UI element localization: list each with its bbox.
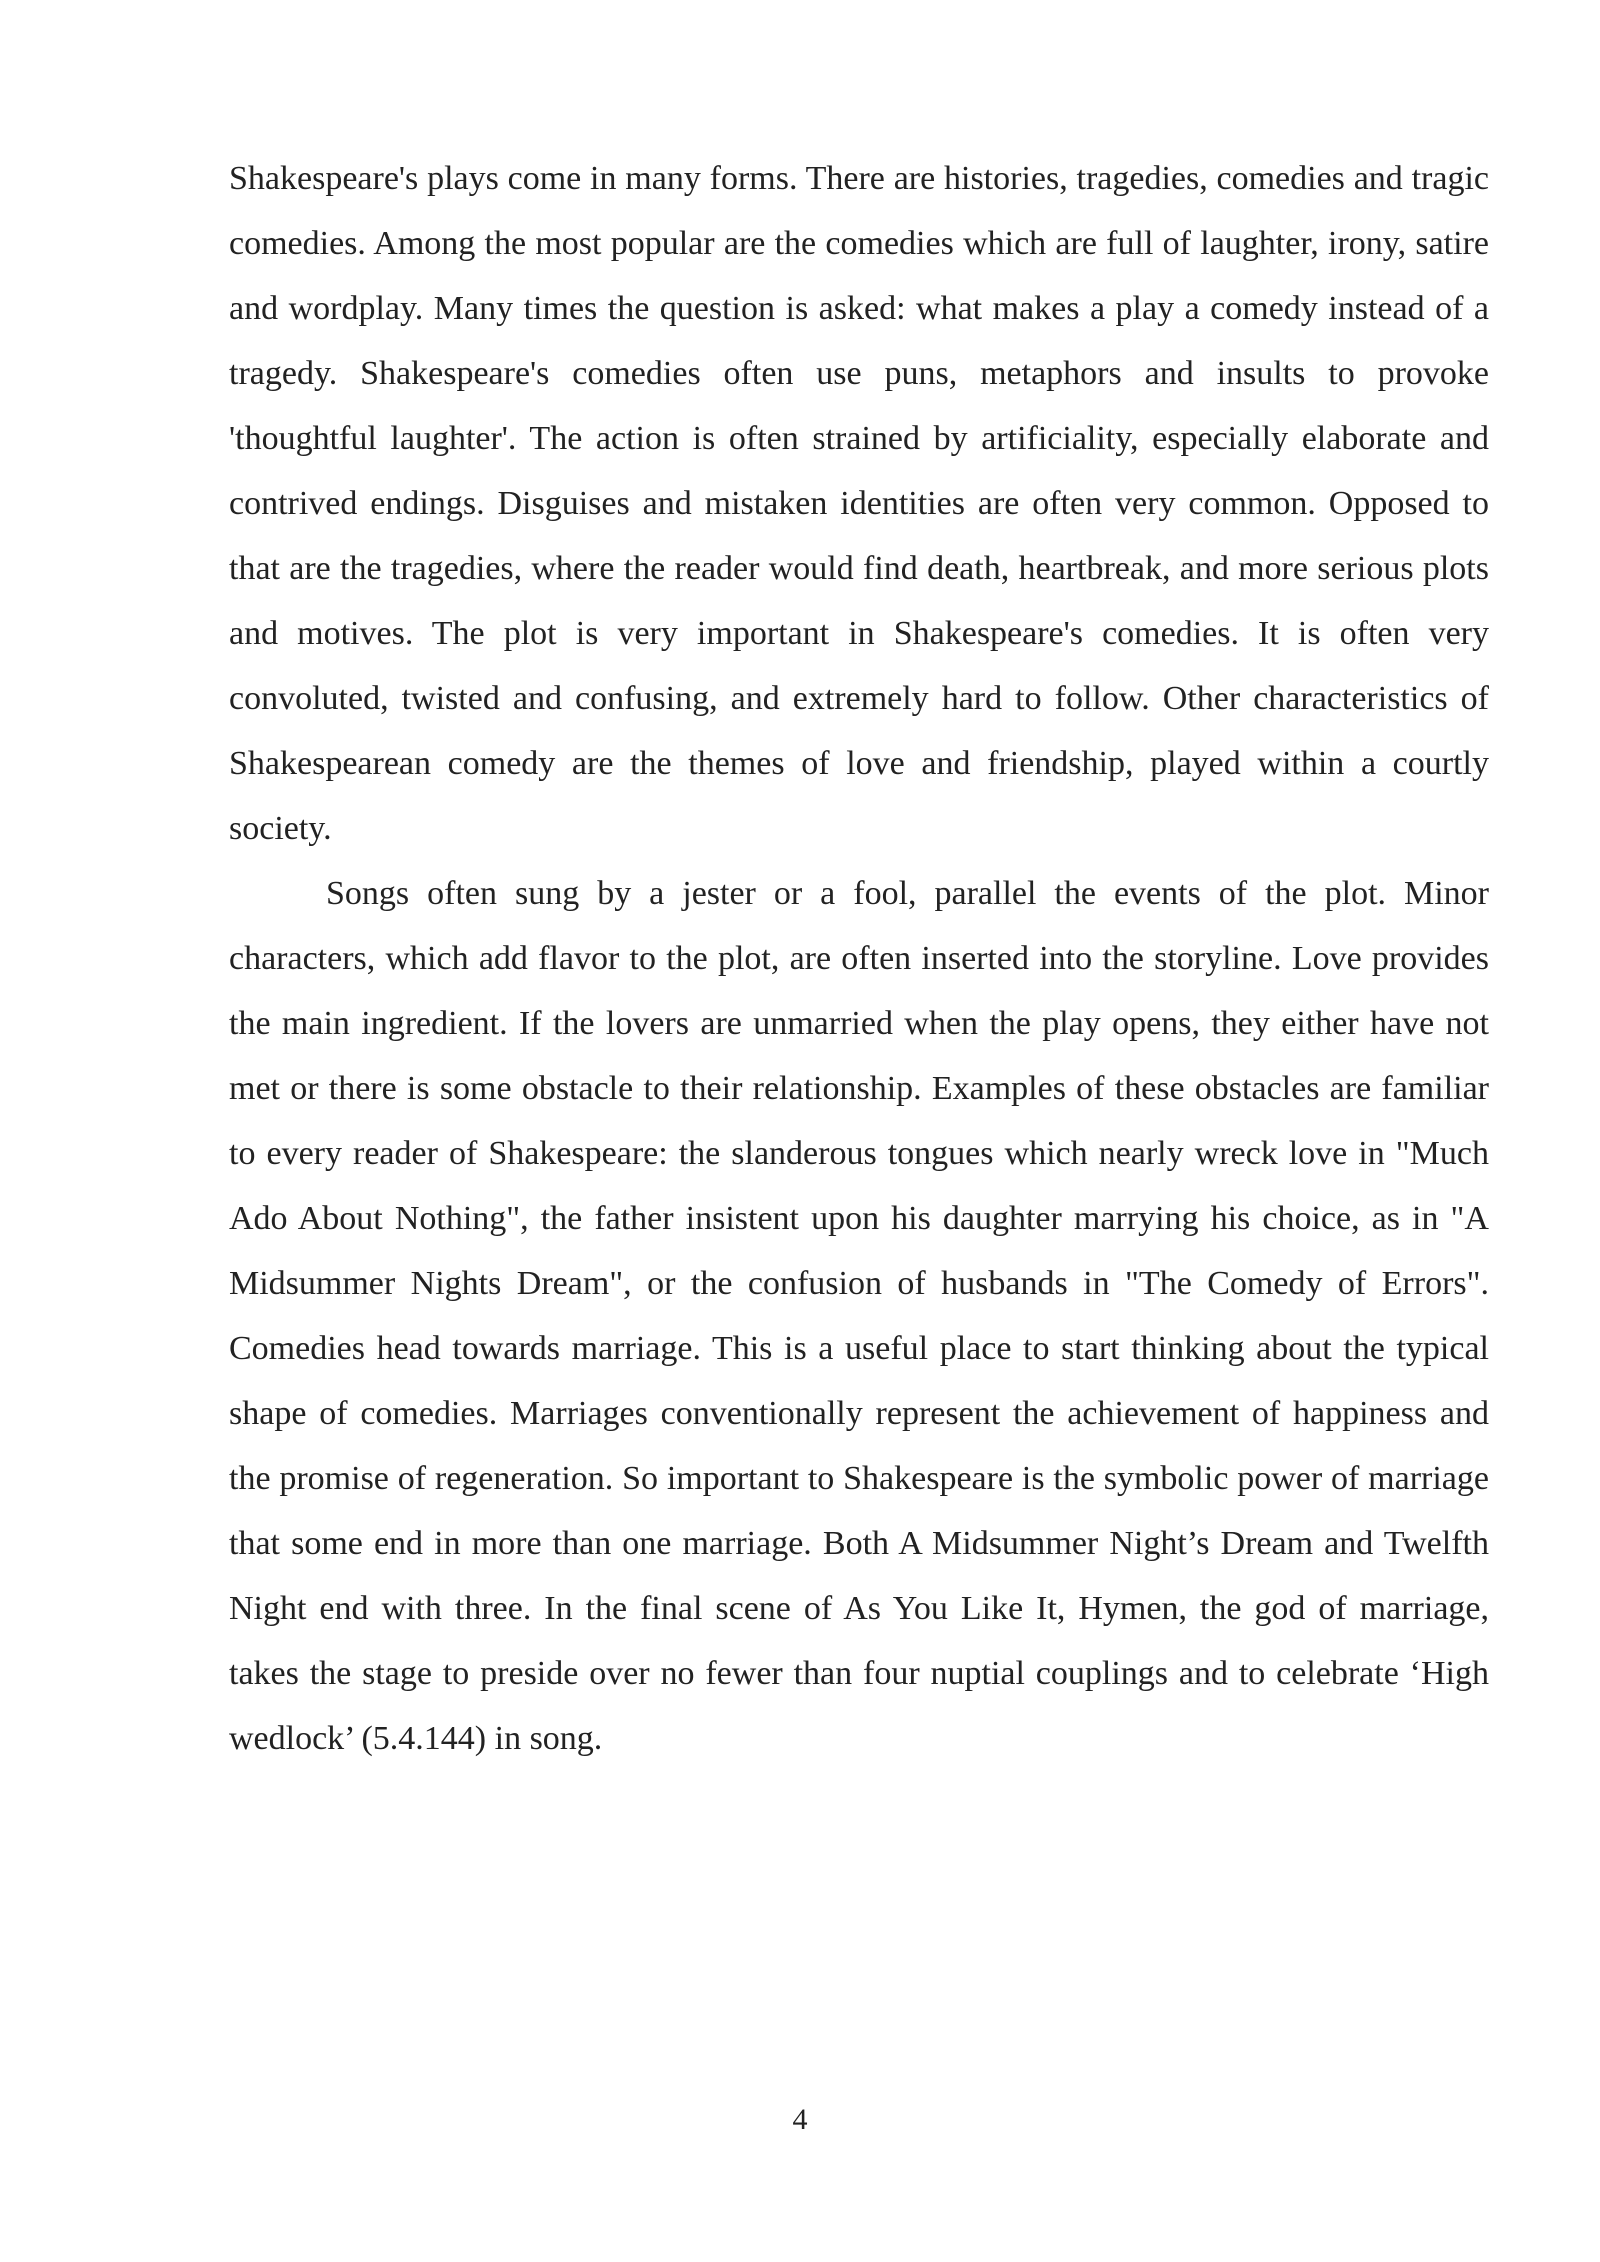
paragraph-2: Songs often sung by a jester or a fool, parallel the events of the plot. Minor characters, which add flavor to the plot, are often inserted into the storyline. Love provides the main ingredient. If the lovers are unmarried when the play opens, they either have not met or there is some obstacle to their relationship. Examples of these obstacles are familiar to every reader of Shakespeare: the slanderous tongues which nearly wreck love in "Much Ado About Nothing", the father insistent upon his daughter marrying his choice, as in "A Midsummer Nights Dream", or the confusion of husbands in "The Comedy of Errors". Comedies head towards marriage. This is a useful place to start thinking about the typical shape of comedies. Marriages conventionally represent the achievement of happiness and the promise of regeneration. So important to Shakespeare is the symbolic power of marriage that some end in more than one marriage. Both A Midsummer Night’s Dream and Twelfth Night end with three. In the final scene of As You Like It, Hymen, the god of marriage, takes the stage to preside over no fewer than four nuptial couplings and to celebrate ‘High wedlock’ (5.4.144) in song.: [229, 875, 1489, 1757]
body-text: [229, 146, 1489, 1771]
paragraph-1: Shakespeare's plays come in many forms. There are histories, tragedies, comedies and tragic comedies. Among the most popular are the comedies which are full of laughter, irony, satire and wordplay. Many times the question is asked: what makes a play a comedy instead of a tragedy. Shakespeare's comedies often use puns, metaphors and insults to provoke 'thoughtful laughter'. The action is often strained by artificiality, especially elaborate and contrived endings. Disguises and mistaken identities are often very common. Opposed to that are the tragedies, where the reader would find death, heartbreak, and more serious plots and motives. The plot is very important in Shakespeare's comedies. It is often very convoluted, twisted and confusing, and extremely hard to follow. Other characteristics of Shakespearean comedy are the themes of love and friendship, played within a courtly society.: [229, 160, 1489, 847]
page-number: 4: [792, 2103, 808, 2136]
